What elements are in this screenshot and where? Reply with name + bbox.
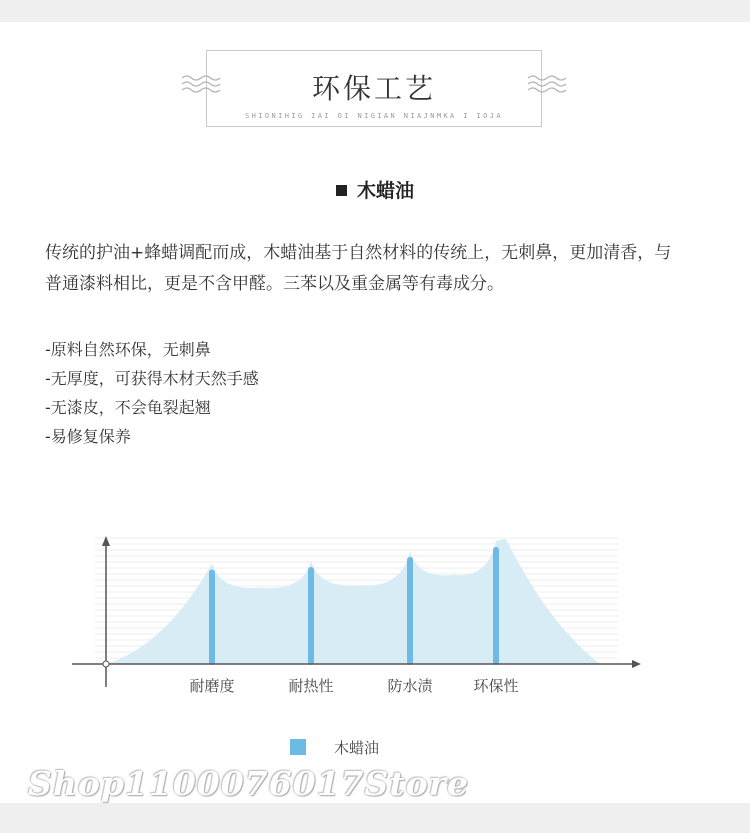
x-tick-label: 耐热性 (288, 677, 334, 695)
page-title: 环保工艺 (311, 72, 436, 105)
top-band (0, 0, 750, 22)
bar-1 (209, 570, 215, 666)
x-axis-arrow-icon (632, 660, 641, 668)
bar-4 (493, 547, 499, 665)
bar-3 (407, 557, 413, 665)
legend-label: 木蜡油 (334, 739, 380, 757)
x-tick-label: 耐磨度 (189, 677, 235, 695)
feature-list (45, 335, 645, 451)
wave-left-icon (180, 74, 222, 94)
wave-right-icon (526, 74, 568, 94)
feature-item: -易修复保养 (45, 427, 131, 446)
legend-swatch (290, 739, 306, 755)
feature-item: -无漆皮，不会龟裂起翘 (45, 398, 211, 417)
section-description: 传统的护油+蜂蜡调配而成，木蜡油基于自然材料的传统上，无刺鼻，更加清香，与普通漆料相比，更是不含甲醛。三苯以及重金属等有毒成分。 (45, 243, 672, 294)
chart-area (106, 539, 600, 664)
feature-item: -原料自然环保，无刺鼻 (45, 340, 211, 359)
page-subtitle: SHIONIHIG IAI OI NIGIAN NIAJNMKA I IOJA (245, 112, 503, 120)
section-title: 木蜡油 (356, 180, 414, 202)
performance-chart (0, 520, 750, 705)
bottom-band (0, 803, 750, 833)
header-title-box (206, 50, 542, 127)
bar-2 (308, 567, 314, 665)
section-heading (0, 176, 750, 203)
x-tick-label: 环保性 (473, 677, 519, 695)
shop-watermark: Shop1100076017Store (28, 764, 469, 803)
feature-item: -无厚度，可获得木材天然手感 (45, 369, 259, 388)
axis-origin (103, 661, 109, 667)
x-tick-label: 防水渍 (387, 677, 433, 695)
square-bullet-icon (336, 185, 347, 196)
